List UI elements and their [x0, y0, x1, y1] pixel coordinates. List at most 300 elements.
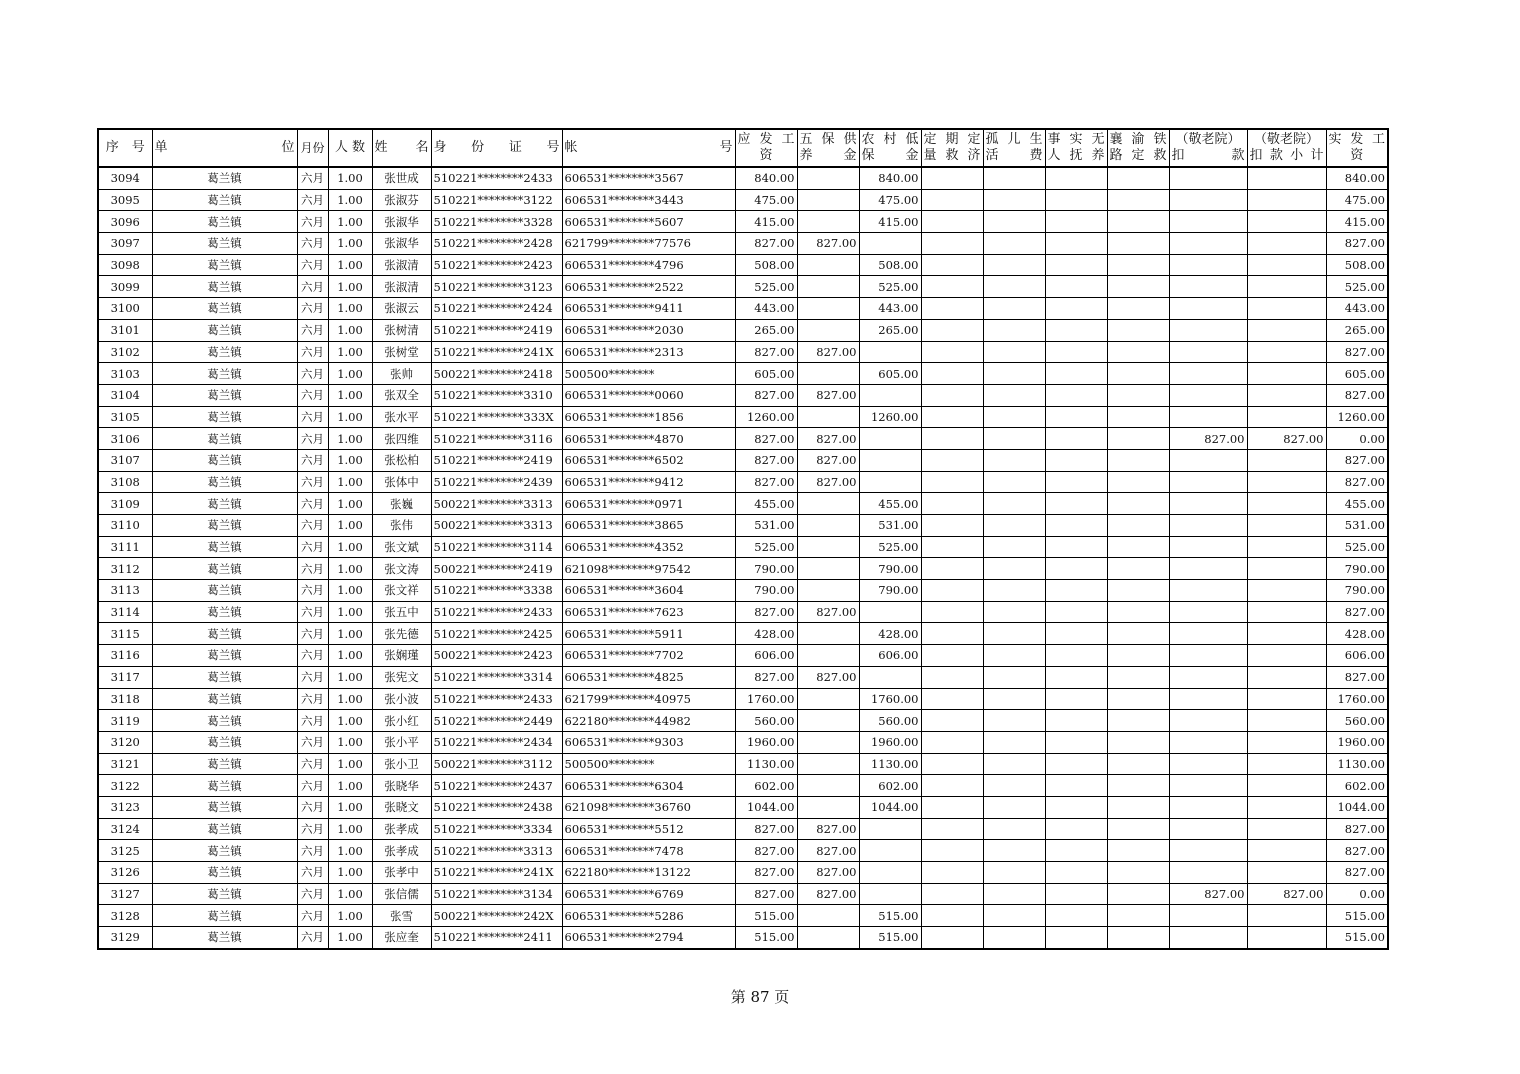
- cell-orphan: [983, 775, 1045, 797]
- cell-name: 张小卫: [372, 753, 431, 775]
- cell-count: 1.00: [328, 471, 372, 493]
- cell-orphan: [983, 710, 1045, 732]
- cell-rural-dibao: 265.00: [859, 319, 921, 341]
- cell-id: 500221********3313: [431, 515, 562, 537]
- cell-de-facto: [1045, 623, 1107, 645]
- cell-id: 500221********2423: [431, 645, 562, 667]
- cell-actual: 508.00: [1326, 254, 1388, 276]
- cell-xiangyu: [1107, 189, 1169, 211]
- cell-name: 张五中: [372, 601, 431, 623]
- cell-rural-dibao: [859, 341, 921, 363]
- cell-rural-dibao: 455.00: [859, 493, 921, 515]
- cell-nursing-deduct: [1169, 341, 1247, 363]
- cell-account: 606531********4825: [562, 666, 735, 688]
- cell-five-guarantee: 827.00: [797, 840, 859, 862]
- cell-month: 六月: [297, 775, 328, 797]
- cell-rural-dibao: [859, 666, 921, 688]
- cell-actual: 1260.00: [1326, 406, 1388, 428]
- cell-payable: 827.00: [735, 449, 797, 471]
- cell-name: 张小平: [372, 731, 431, 753]
- cell-month: 六月: [297, 905, 328, 927]
- cell-unit: 葛兰镇: [152, 167, 297, 189]
- table-row: [98, 428, 1388, 450]
- cell-actual: 475.00: [1326, 189, 1388, 211]
- cell-count: 1.00: [328, 580, 372, 602]
- cell-de-facto: [1045, 254, 1107, 276]
- cell-unit: 葛兰镇: [152, 493, 297, 515]
- cell-fixed-relief: [921, 731, 983, 753]
- cell-actual: 455.00: [1326, 493, 1388, 515]
- cell-count: 1.00: [328, 363, 372, 385]
- cell-actual: 1760.00: [1326, 688, 1388, 710]
- table-row: [98, 536, 1388, 558]
- cell-fixed-relief: [921, 384, 983, 406]
- cell-seq: 3095: [98, 189, 152, 211]
- cell-nursing-subtotal: [1247, 449, 1326, 471]
- cell-name: 张文涛: [372, 558, 431, 580]
- cell-nursing-subtotal: 827.00: [1247, 428, 1326, 450]
- cell-xiangyu: [1107, 319, 1169, 341]
- cell-account: 606531********6502: [562, 449, 735, 471]
- cell-xiangyu: [1107, 775, 1169, 797]
- cell-nursing-deduct: [1169, 688, 1247, 710]
- cell-de-facto: [1045, 731, 1107, 753]
- cell-orphan: [983, 189, 1045, 211]
- cell-nursing-subtotal: [1247, 363, 1326, 385]
- cell-payable: 827.00: [735, 233, 797, 255]
- cell-xiangyu: [1107, 580, 1169, 602]
- cell-nursing-deduct: [1169, 233, 1247, 255]
- cell-seq: 3103: [98, 363, 152, 385]
- cell-account: 606531********2522: [562, 276, 735, 298]
- cell-seq: 3097: [98, 233, 152, 255]
- cell-nursing-deduct: 827.00: [1169, 883, 1247, 905]
- cell-id: 500221********2419: [431, 558, 562, 580]
- cell-xiangyu: [1107, 211, 1169, 233]
- cell-nursing-subtotal: [1247, 341, 1326, 363]
- cell-name: 张树清: [372, 319, 431, 341]
- cell-name: 张水平: [372, 406, 431, 428]
- cell-account: 606531********5607: [562, 211, 735, 233]
- cell-month: 六月: [297, 406, 328, 428]
- cell-orphan: [983, 905, 1045, 927]
- cell-five-guarantee: 827.00: [797, 666, 859, 688]
- cell-orphan: [983, 384, 1045, 406]
- col-seq: 序 号: [98, 129, 152, 167]
- cell-rural-dibao: 790.00: [859, 580, 921, 602]
- table-row: [98, 254, 1388, 276]
- cell-count: 1.00: [328, 645, 372, 667]
- cell-orphan: [983, 558, 1045, 580]
- cell-xiangyu: [1107, 493, 1169, 515]
- cell-xiangyu: [1107, 883, 1169, 905]
- cell-orphan: [983, 601, 1045, 623]
- cell-account: 621799********77576: [562, 233, 735, 255]
- cell-account: 606531********9412: [562, 471, 735, 493]
- table-row: [98, 862, 1388, 884]
- cell-payable: 515.00: [735, 927, 797, 949]
- cell-payable: 827.00: [735, 384, 797, 406]
- cell-id: 510221********241X: [431, 862, 562, 884]
- cell-nursing-deduct: [1169, 471, 1247, 493]
- table-row: [98, 167, 1388, 189]
- cell-orphan: [983, 341, 1045, 363]
- cell-month: 六月: [297, 276, 328, 298]
- cell-name: 张淑华: [372, 211, 431, 233]
- cell-xiangyu: [1107, 623, 1169, 645]
- cell-month: 六月: [297, 731, 328, 753]
- cell-actual: 602.00: [1326, 775, 1388, 797]
- table-row: [98, 233, 1388, 255]
- cell-xiangyu: [1107, 688, 1169, 710]
- cell-five-guarantee: 827.00: [797, 449, 859, 471]
- cell-account: 500500********: [562, 363, 735, 385]
- cell-account: 606531********9303: [562, 731, 735, 753]
- cell-account: 621799********40975: [562, 688, 735, 710]
- cell-id: 510221********2449: [431, 710, 562, 732]
- cell-actual: 515.00: [1326, 927, 1388, 949]
- cell-month: 六月: [297, 883, 328, 905]
- cell-account: 606531********7478: [562, 840, 735, 862]
- cell-nursing-deduct: [1169, 862, 1247, 884]
- col-payable: 应发工 资: [735, 129, 797, 167]
- cell-id: 510221********241X: [431, 341, 562, 363]
- cell-count: 1.00: [328, 536, 372, 558]
- cell-id: 500221********3313: [431, 493, 562, 515]
- cell-nursing-deduct: [1169, 905, 1247, 927]
- cell-account: 621098********97542: [562, 558, 735, 580]
- cell-count: 1.00: [328, 276, 372, 298]
- cell-orphan: [983, 645, 1045, 667]
- cell-fixed-relief: [921, 558, 983, 580]
- cell-count: 1.00: [328, 384, 372, 406]
- table-row: [98, 341, 1388, 363]
- cell-name: 张宪文: [372, 666, 431, 688]
- cell-account: 622180********44982: [562, 710, 735, 732]
- col-de-facto: 事实无 人抚养: [1045, 129, 1107, 167]
- cell-rural-dibao: 525.00: [859, 536, 921, 558]
- cell-five-guarantee: [797, 927, 859, 949]
- cell-payable: 1960.00: [735, 731, 797, 753]
- cell-id: 510221********3122: [431, 189, 562, 211]
- col-unit: 单 位: [152, 129, 297, 167]
- cell-nursing-deduct: [1169, 818, 1247, 840]
- cell-fixed-relief: [921, 862, 983, 884]
- cell-nursing-deduct: [1169, 167, 1247, 189]
- cell-rural-dibao: 515.00: [859, 927, 921, 949]
- cell-unit: 葛兰镇: [152, 927, 297, 949]
- cell-de-facto: [1045, 753, 1107, 775]
- cell-payable: 443.00: [735, 298, 797, 320]
- table-row: [98, 927, 1388, 949]
- cell-name: 张淑清: [372, 276, 431, 298]
- cell-xiangyu: [1107, 927, 1169, 949]
- cell-five-guarantee: 827.00: [797, 818, 859, 840]
- cell-count: 1.00: [328, 493, 372, 515]
- cell-actual: 827.00: [1326, 818, 1388, 840]
- cell-unit: 葛兰镇: [152, 363, 297, 385]
- cell-count: 1.00: [328, 796, 372, 818]
- cell-nursing-subtotal: [1247, 471, 1326, 493]
- cell-five-guarantee: [797, 796, 859, 818]
- cell-actual: 560.00: [1326, 710, 1388, 732]
- cell-seq: 3120: [98, 731, 152, 753]
- cell-orphan: [983, 883, 1045, 905]
- cell-xiangyu: [1107, 428, 1169, 450]
- cell-name: 张信儒: [372, 883, 431, 905]
- cell-orphan: [983, 840, 1045, 862]
- cell-payable: 415.00: [735, 211, 797, 233]
- cell-count: 1.00: [328, 211, 372, 233]
- cell-nursing-deduct: [1169, 211, 1247, 233]
- table-row: [98, 384, 1388, 406]
- cell-unit: 葛兰镇: [152, 189, 297, 211]
- cell-xiangyu: [1107, 753, 1169, 775]
- cell-five-guarantee: [797, 710, 859, 732]
- cell-payable: 560.00: [735, 710, 797, 732]
- cell-nursing-subtotal: [1247, 515, 1326, 537]
- cell-payable: 827.00: [735, 341, 797, 363]
- cell-unit: 葛兰镇: [152, 775, 297, 797]
- cell-seq: 3126: [98, 862, 152, 884]
- cell-month: 六月: [297, 428, 328, 450]
- cell-id: 510221********3334: [431, 818, 562, 840]
- cell-month: 六月: [297, 818, 328, 840]
- cell-fixed-relief: [921, 515, 983, 537]
- cell-account: 606531********9411: [562, 298, 735, 320]
- cell-name: 张晓华: [372, 775, 431, 797]
- cell-nursing-subtotal: [1247, 645, 1326, 667]
- cell-payable: 1760.00: [735, 688, 797, 710]
- cell-nursing-subtotal: [1247, 493, 1326, 515]
- cell-nursing-subtotal: [1247, 905, 1326, 927]
- cell-nursing-subtotal: [1247, 796, 1326, 818]
- table-row: [98, 623, 1388, 645]
- cell-unit: 葛兰镇: [152, 536, 297, 558]
- cell-five-guarantee: 827.00: [797, 341, 859, 363]
- cell-five-guarantee: [797, 493, 859, 515]
- cell-payable: 1044.00: [735, 796, 797, 818]
- cell-de-facto: [1045, 515, 1107, 537]
- cell-xiangyu: [1107, 731, 1169, 753]
- cell-month: 六月: [297, 363, 328, 385]
- table-row: [98, 840, 1388, 862]
- cell-account: 606531********5911: [562, 623, 735, 645]
- cell-fixed-relief: [921, 254, 983, 276]
- table-row: [98, 601, 1388, 623]
- cell-account: 606531********2030: [562, 319, 735, 341]
- cell-account: 606531********4870: [562, 428, 735, 450]
- cell-de-facto: [1045, 428, 1107, 450]
- cell-month: 六月: [297, 471, 328, 493]
- table-row: [98, 710, 1388, 732]
- cell-five-guarantee: [797, 905, 859, 927]
- cell-nursing-deduct: [1169, 580, 1247, 602]
- cell-xiangyu: [1107, 254, 1169, 276]
- cell-month: 六月: [297, 384, 328, 406]
- cell-month: 六月: [297, 449, 328, 471]
- cell-nursing-subtotal: [1247, 298, 1326, 320]
- cell-seq: 3112: [98, 558, 152, 580]
- cell-xiangyu: [1107, 515, 1169, 537]
- cell-month: 六月: [297, 623, 328, 645]
- cell-actual: 840.00: [1326, 167, 1388, 189]
- cell-nursing-subtotal: [1247, 862, 1326, 884]
- cell-account: 606531********6304: [562, 775, 735, 797]
- cell-orphan: [983, 471, 1045, 493]
- cell-seq: 3119: [98, 710, 152, 732]
- cell-count: 1.00: [328, 840, 372, 862]
- cell-seq: 3117: [98, 666, 152, 688]
- cell-seq: 3127: [98, 883, 152, 905]
- col-orphan: 孤儿生 活 费: [983, 129, 1045, 167]
- cell-unit: 葛兰镇: [152, 406, 297, 428]
- cell-fixed-relief: [921, 211, 983, 233]
- cell-nursing-deduct: [1169, 319, 1247, 341]
- cell-account: 606531********0060: [562, 384, 735, 406]
- cell-orphan: [983, 927, 1045, 949]
- cell-name: 张孝中: [372, 862, 431, 884]
- cell-unit: 葛兰镇: [152, 515, 297, 537]
- cell-fixed-relief: [921, 645, 983, 667]
- cell-seq: 3094: [98, 167, 152, 189]
- cell-orphan: [983, 406, 1045, 428]
- cell-month: 六月: [297, 298, 328, 320]
- cell-orphan: [983, 254, 1045, 276]
- cell-five-guarantee: [797, 298, 859, 320]
- cell-nursing-subtotal: [1247, 775, 1326, 797]
- cell-unit: 葛兰镇: [152, 753, 297, 775]
- cell-orphan: [983, 363, 1045, 385]
- cell-month: 六月: [297, 189, 328, 211]
- cell-payable: 531.00: [735, 515, 797, 537]
- cell-actual: 0.00: [1326, 883, 1388, 905]
- cell-month: 六月: [297, 796, 328, 818]
- cell-fixed-relief: [921, 406, 983, 428]
- cell-count: 1.00: [328, 428, 372, 450]
- cell-nursing-deduct: [1169, 406, 1247, 428]
- cell-fixed-relief: [921, 189, 983, 211]
- table-row: [98, 406, 1388, 428]
- cell-payable: 827.00: [735, 601, 797, 623]
- cell-seq: 3118: [98, 688, 152, 710]
- cell-orphan: [983, 276, 1045, 298]
- cell-orphan: [983, 428, 1045, 450]
- cell-name: 张世成: [372, 167, 431, 189]
- cell-name: 张淑清: [372, 254, 431, 276]
- cell-nursing-subtotal: [1247, 731, 1326, 753]
- cell-fixed-relief: [921, 927, 983, 949]
- table-row: [98, 796, 1388, 818]
- cell-seq: 3114: [98, 601, 152, 623]
- cell-orphan: [983, 666, 1045, 688]
- cell-nursing-deduct: [1169, 927, 1247, 949]
- table-row: [98, 905, 1388, 927]
- cell-seq: 3115: [98, 623, 152, 645]
- cell-id: 510221********2411: [431, 927, 562, 949]
- cell-month: 六月: [297, 927, 328, 949]
- cell-unit: 葛兰镇: [152, 818, 297, 840]
- cell-account: 606531********5512: [562, 818, 735, 840]
- cell-five-guarantee: [797, 167, 859, 189]
- cell-five-guarantee: [797, 580, 859, 602]
- cell-payable: 827.00: [735, 840, 797, 862]
- cell-id: 500221********2418: [431, 363, 562, 385]
- cell-rural-dibao: 1960.00: [859, 731, 921, 753]
- cell-orphan: [983, 623, 1045, 645]
- cell-xiangyu: [1107, 406, 1169, 428]
- cell-fixed-relief: [921, 710, 983, 732]
- cell-seq: 3096: [98, 211, 152, 233]
- cell-nursing-deduct: [1169, 493, 1247, 515]
- cell-name: 张淑华: [372, 233, 431, 255]
- cell-rural-dibao: [859, 862, 921, 884]
- cell-account: 606531********4352: [562, 536, 735, 558]
- cell-de-facto: [1045, 493, 1107, 515]
- cell-xiangyu: [1107, 298, 1169, 320]
- cell-five-guarantee: [797, 536, 859, 558]
- cell-fixed-relief: [921, 623, 983, 645]
- cell-rural-dibao: [859, 818, 921, 840]
- cell-xiangyu: [1107, 536, 1169, 558]
- cell-orphan: [983, 818, 1045, 840]
- cell-actual: 428.00: [1326, 623, 1388, 645]
- table-row: [98, 818, 1388, 840]
- cell-name: 张松柏: [372, 449, 431, 471]
- cell-seq: 3122: [98, 775, 152, 797]
- cell-five-guarantee: [797, 753, 859, 775]
- cell-account: 606531********1856: [562, 406, 735, 428]
- cell-unit: 葛兰镇: [152, 298, 297, 320]
- cell-id: 510221********3328: [431, 211, 562, 233]
- cell-id: 510221********2428: [431, 233, 562, 255]
- cell-nursing-subtotal: [1247, 666, 1326, 688]
- cell-id: 510221********2433: [431, 601, 562, 623]
- cell-five-guarantee: [797, 211, 859, 233]
- cell-nursing-deduct: [1169, 384, 1247, 406]
- cell-actual: 1130.00: [1326, 753, 1388, 775]
- cell-name: 张雪: [372, 905, 431, 927]
- cell-name: 张文祥: [372, 580, 431, 602]
- cell-orphan: [983, 319, 1045, 341]
- cell-month: 六月: [297, 341, 328, 363]
- cell-rural-dibao: 560.00: [859, 710, 921, 732]
- cell-seq: 3101: [98, 319, 152, 341]
- cell-id: 510221********3314: [431, 666, 562, 688]
- cell-five-guarantee: [797, 623, 859, 645]
- cell-month: 六月: [297, 558, 328, 580]
- cell-actual: 605.00: [1326, 363, 1388, 385]
- cell-seq: 3108: [98, 471, 152, 493]
- cell-orphan: [983, 449, 1045, 471]
- cell-de-facto: [1045, 927, 1107, 949]
- cell-unit: 葛兰镇: [152, 796, 297, 818]
- cell-de-facto: [1045, 666, 1107, 688]
- cell-actual: 827.00: [1326, 601, 1388, 623]
- cell-name: 张先德: [372, 623, 431, 645]
- cell-nursing-deduct: [1169, 796, 1247, 818]
- cell-unit: 葛兰镇: [152, 471, 297, 493]
- cell-payable: 525.00: [735, 536, 797, 558]
- cell-five-guarantee: 827.00: [797, 471, 859, 493]
- cell-nursing-subtotal: [1247, 189, 1326, 211]
- cell-seq: 3128: [98, 905, 152, 927]
- cell-name: 张应奎: [372, 927, 431, 949]
- cell-nursing-deduct: [1169, 298, 1247, 320]
- cell-count: 1.00: [328, 601, 372, 623]
- cell-id: 510221********2434: [431, 731, 562, 753]
- cell-payable: 525.00: [735, 276, 797, 298]
